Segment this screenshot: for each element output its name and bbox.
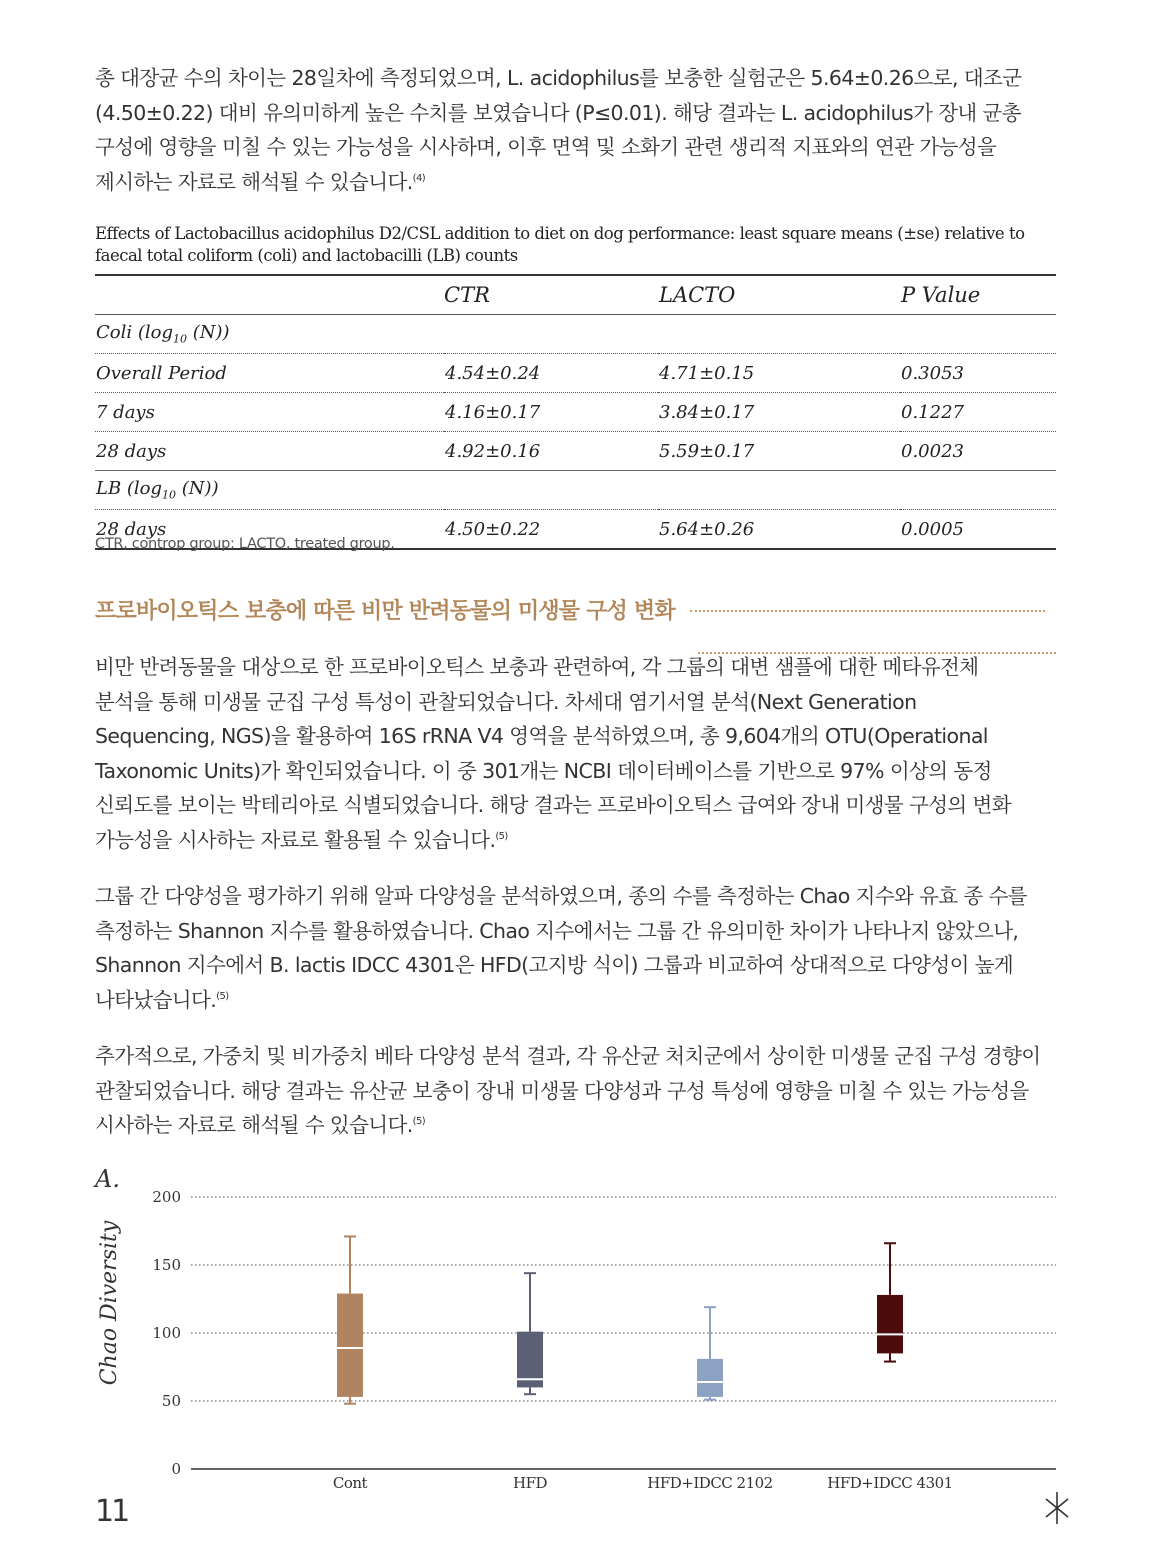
reference-marker: (5) [495,830,508,842]
section-coli-sub: 10 [172,332,187,346]
row-lacto: 5.59±0.17 [658,432,900,471]
row-lacto: 3.84±0.17 [658,393,900,432]
section-lb-tail: (N)) [176,478,219,500]
row-p: 0.1227 [900,393,1056,432]
paragraph-text: 총 대장균 수의 차이는 28일차에 측정되었으며, L. acidophilus를 보충한 실험군은 5.64±0.26으로, 대조군 (4.50±0.22) 대비 유의미하게 높은 수치를 보였습니다 (P≤0.01). 해당 결과는 L. acidophilus가 장내 균총 구성에 영향을 미칠 수 있는 가능성을 시사하며, 이후 면역 및 소화기 관련 생리적 지표와의 연관 가능성을 제시하는 자료로 해석될 수 있습니다. [95,66,1022,194]
section-coli [95,315,1056,354]
section-heading: 프로바이오틱스 보충에 따른 비만 반려동물의 미생물 구성 변화 [95,599,675,624]
paragraph-text: 그룹 간 다양성을 평가하기 위해 알파 다양성을 분석하였으며, 종의 수를 측정하는 Chao 지수와 유효 종 수를 측정하는 Shannon 지수를 활용하였습니다. Chao 지수에서는 그룹 간 유의미한 차이가 나타나지 않았으나, Shannon 지수에서 B. lactis IDCC 4301은 HFD(고지방 식이) 그룹과 비교하여 상대적으로 다양성이 높게 나타났습니다. [95,884,1027,1012]
paragraph-beta-diversity [95,1039,1065,1143]
row-lacto: 5.64±0.26 [658,510,900,550]
reference-marker: (4) [412,172,426,184]
table-section-row [95,471,1056,510]
section-coli-name: Coli (log [96,322,173,344]
panel-label: A. [95,1165,120,1193]
header-ctr: CTR [444,275,658,315]
section-lb-name: LB (log [96,478,163,500]
box-hfd-idcc-4301 [877,1295,903,1353]
row-ctr: 4.16±0.17 [444,393,658,432]
paragraph-text: 추가적으로, 가중치 및 비가중치 베타 다양성 분석 결과, 각 유산균 처치군에서 상이한 미생물 군집 구성 경향이 관찰되었습니다. 해당 결과는 유산균 보충이 장내 미생물 다양성과 구성 특성에 영향을 미칠 수 있는 가능성을 시사하는 자료로 해석될 수 있습니다. [95,1044,1041,1137]
row-p: 0.3053 [900,354,1056,393]
table-footnote: CTR, controp group; LACTO, treated group. [95,536,395,552]
row-ctr: 4.50±0.22 [444,510,658,550]
row-label: Overall Period [95,354,444,393]
asterisk-star-icon [1042,1490,1072,1526]
table-row [95,354,1056,393]
reference-marker: (5) [412,1116,426,1128]
box-hfd-idcc-2102 [697,1359,723,1397]
paragraph-text: 비만 반려동물을 대상으로 한 프로바이오틱스 보충과 관련하여, 각 그룹의 대변 샘플에 대한 메타유전체 분석을 통해 미생물 군집 구성 특성이 관찰되었습니다. 차세대 염기서열 분석(Next Generation Sequencing, NGS)을 활용하여 16S rRNA V4 영역을 분석하였으며, 총 9,604개의 OTU(Operational Taxonomic Units)가 확인되었습니다. 이 중 301개는 NCBI 데이터베이스를 기반으로 97% 이상의 동정 신뢰도를 보이는 박테리아로 식별되었습니다. 해당 결과는 프로바이오틱스 급여와 장내 미생물 구성의 변화 가능성을 시사하는 자료로 활용될 수 있습니다. [95,655,1011,852]
section-lb-sub: 10 [162,488,177,502]
table-row [95,432,1056,471]
y-tick-label: 200 [152,1188,181,1206]
row-label: 28 days [95,432,444,471]
y-tick-label: 100 [152,1324,181,1342]
row-label: 7 days [95,393,444,432]
y-axis-label: Chao Diversity [97,1220,122,1386]
x-tick-label: HFD+IDCC 2102 [647,1474,773,1492]
paragraph-metagenome [95,650,1065,857]
row-lacto: 4.71±0.15 [658,354,900,393]
chao-diversity-boxplot [0,1150,1157,1500]
reference-marker: (5) [216,990,229,1002]
x-tick-label: Cont [332,1474,368,1492]
header-label [95,275,444,315]
table-caption: Effects of Lactobacillus acidophilus D2/CSL addition to diet on dog performance: least square means (±se) relative to faecal total coliform (coli) and lactobacilli (LB) counts [95,224,1025,265]
row-p: 0.0023 [900,432,1056,471]
row-p: 0.0005 [900,510,1056,550]
header-lacto: LACTO [658,275,900,315]
paragraph-coliform-results [95,61,1065,199]
section-coli-tail: (N)) [186,322,230,344]
y-tick-label: 150 [152,1256,181,1274]
table-section-row [95,315,1056,354]
row-ctr: 4.54±0.24 [444,354,658,393]
paragraph-alpha-diversity [95,879,1065,1017]
page-number: 11 [95,1494,128,1529]
table-header-row [95,275,1056,315]
row-ctr: 4.92±0.16 [444,432,658,471]
section-lb [95,471,1056,510]
y-tick-label: 0 [171,1460,181,1478]
x-tick-label: HFD+IDCC 4301 [827,1474,953,1492]
header-p-value: P Value [900,275,1056,315]
heading-dotted-rule [690,610,1045,612]
box-cont [337,1294,363,1397]
y-tick-label: 50 [161,1392,181,1410]
row-label: 28 days [95,510,444,550]
x-tick-label: HFD [512,1474,548,1492]
table-row [95,393,1056,432]
performance-table [95,274,1056,550]
